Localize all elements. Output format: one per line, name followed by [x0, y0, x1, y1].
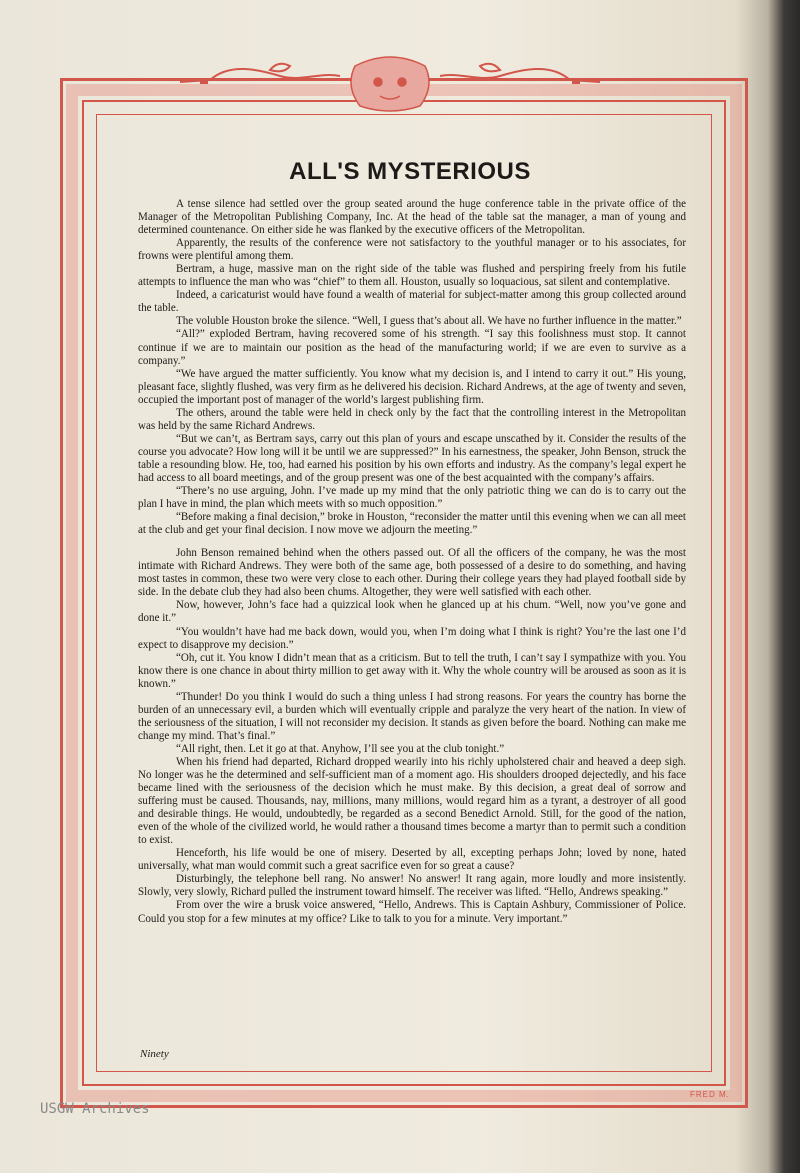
paragraph: “You wouldn’t have had me back down, would you, when I’m doing what I think is right? You’re the last one I’d expect to disapprove my decision.” [138, 625, 686, 651]
story-body [138, 198, 686, 926]
paragraph: John Benson remained behind when the others passed out. Of all the officers of the company, he was the most intimate with Richard Andrews. They were both of the same age, both possessed of a desire to do something, and having most tastes in common, these two were very close to each other. During their college years they had played football side by side. In the debate club they had also been chums. Altogether, they were well satisfied with each other. [138, 547, 686, 599]
scroll-ornament-icon [140, 52, 640, 112]
paragraph: The voluble Houston broke the silence. “Well, I guess that’s about all. We have no further influence in the matter.” [176, 315, 682, 328]
paragraph: “All right, then. Let it go at that. Anyhow, I’ll see you at the club tonight.” [176, 742, 505, 755]
paragraph: “Before making a final decision,” broke in Houston, “reconsider the matter until this evening when we can all meet at the club and get your final decision. I now move we adjourn the meeting.” [138, 511, 686, 537]
paragraph: “Oh, cut it. You know I didn’t mean that as a criticism. But to tell the truth, I can’t say I sympathize with you. You know there is one chance in about thirty million to get away with it. Why the whole country will be aroused as soon as it is known.” [138, 651, 686, 690]
paragraph: Apparently, the results of the conference were not satisfactory to the youthful manager or to his associates, for frowns were plentiful among them. [138, 237, 686, 263]
paragraph: The others, around the table were held in check only by the fact that the controlling interest in the Metropolitan was held by the same Richard Andrews. [138, 406, 686, 432]
paragraph: “We have argued the matter sufficiently. You know what my decision is, and I intend to carry it out.” His young, pleasant face, slightly flushed, was very firm as he delivered his decision. Richard Andrews, at the age of twenty and seven, occupied the important post of manager of the world’s largest publishing firm. [138, 367, 686, 406]
paragraph: A tense silence had settled over the group seated around the huge conference table in the private office of the Manager of the Metropolitan Publishing Company, Inc. At the head of the table sat the manager, a man of young and determined countenance. On either side he was flanked by the executive officers of the Metropolitan. [138, 198, 686, 237]
paragraph: Indeed, a caricaturist would have found a wealth of material for subject-matter among this group collected around the table. [138, 289, 686, 315]
paragraph: Henceforth, his life would be one of misery. Deserted by all, excepting perhaps John; loved by none, hated universally, what man would commit such a great sacrifice even for so great a cause? [138, 847, 686, 873]
paragraph: When his friend had departed, Richard dropped wearily into his richly upholstered chair and heaved a deep sigh. No longer was he the determined and self-sufficient man of a moment ago. His shoulders drooped dejectedly, and his face became lined with the seriousness of the decision which he must make. By this decision, a great deal of sorrow and suffering must be caused. Thousands, nay, millions, many millions, would regard him as a tyrant, a destroyer of all good and desirable things. He would, undoubtedly, be regarded as a second Benedict Arnold. Still, for the good of the nation, even of the whole of the civilized world, he would rather a thousand times become a martyr than to permit such a condition to exist. [138, 755, 686, 847]
paragraph: “But we can’t, as Bertram says, carry out this plan of yours and escape unscathed by it. Consider the results of the course you advocate? How long will it be until we are suppressed?” In his earnestness, the speaker, John Benson, struck the table a resounding blow. He, too, had earned his position by his own efforts and industry. As the company’s legal expert he had access to all board meetings, and of the group present was one of the best acquainted with the company’s affairs. [138, 432, 686, 484]
paragraph: Now, however, John’s face had a quizzical look when he glanced up at his chum. “Well, now you’ve gone and done it.” [138, 599, 686, 625]
page-number: Ninety [140, 1048, 169, 1060]
paragraph: From over the wire a brusk voice answered, “Hello, Andrews. This is Captain Ashbury, Commissioner of Police. Could you stop for a few minutes at my office? Like to talk to you for a minute. Very important.” [138, 899, 686, 925]
page-title: ALL'S MYSTERIOUS [289, 158, 531, 185]
archive-watermark: USGW Archives [40, 1101, 150, 1117]
paragraph: Disturbingly, the telephone bell rang. No answer! No answer! It rang again, more loudly and more insistently. Slowly, very slowly, Richard pulled the instrument toward himself. The receiver was lifted. “Hello, Andrews speaking.” [138, 873, 686, 899]
paragraph: Bertram, a huge, massive man on the right side of the table was flushed and perspiring freely from his futile attempts to influence the man who was “chief” to them all. Houston, usually so loquacious, sat silent and contemplative. [138, 263, 686, 289]
paragraph: “There’s no use arguing, John. I’ve made up my mind that the only patriotic thing we can do is to carry out the plan I have in mind, the plan which meets with so much opposition.” [138, 485, 686, 511]
paragraph: “All?” exploded Bertram, having recovered some of his strength. “I say this foolishness must stop. It cannot continue if we are to maintain our position as the head of the manufacturing world; if we are even to survive as a company.” [138, 328, 686, 367]
paragraph: “Thunder! Do you think I would do such a thing unless I had strong reasons. For years the country has borne the burden of an unnecessary evil, a burden which will eventually cripple and paralyze the very heart of the nation. In view of the seriousness of the situation, I will not reconsider my decision. It stands as given before the board. Nothing can make me change my mind. That’s final.” [138, 690, 686, 742]
artist-signature: FRED M. [690, 1090, 730, 1099]
